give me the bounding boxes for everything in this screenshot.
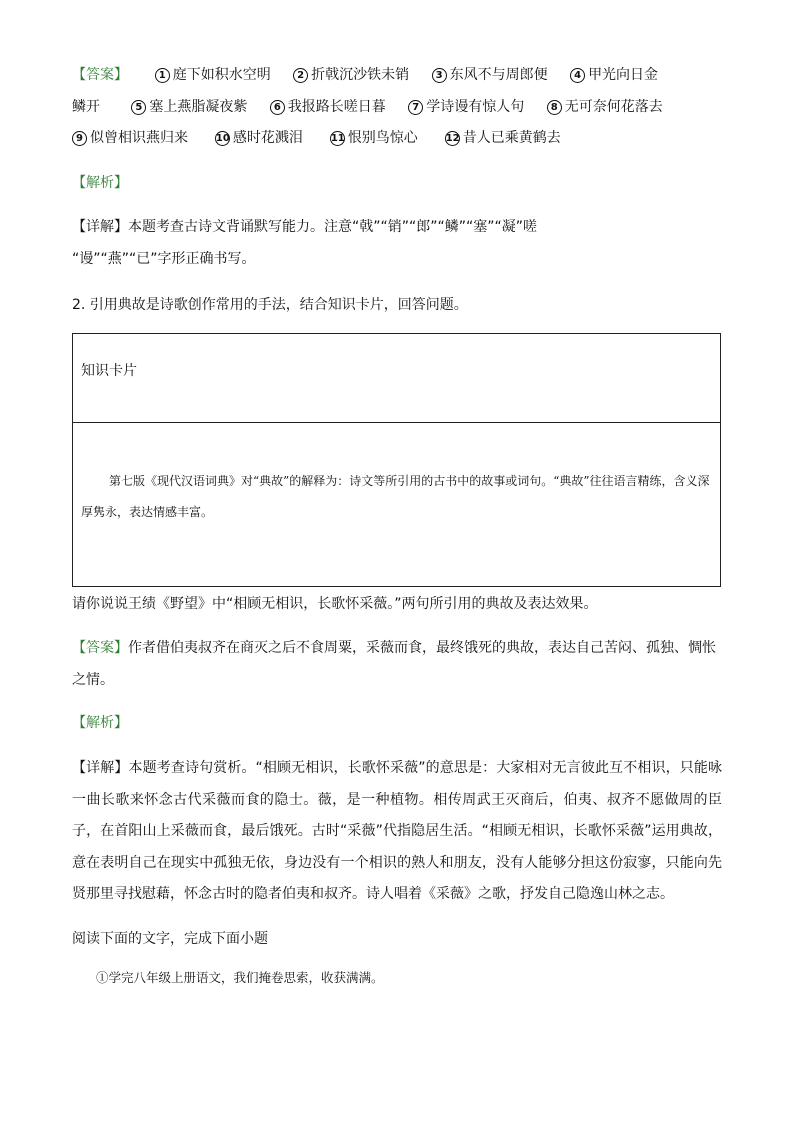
detail-line: “谩”“燕”“已”字形正确书写。 [72,250,256,267]
circled-number: 12 [445,133,460,144]
circled-number: 11 [330,133,345,144]
reading-line1: ①学完八年级上册语文，我们掩卷思索，收获满满。 [96,970,384,985]
circled-number: 4 [570,68,585,83]
analysis2-detail [72,753,722,911]
answer-tag: 【答案】 [72,67,128,83]
answer-text: 学诗谩有惊人句 [426,98,525,115]
detail-tag: 【详解】 [72,219,128,235]
answer-text: 甲光向日金 [588,67,659,83]
answer-item [330,130,418,146]
detail-text: 本题考查古诗文背诵默写能力。注意“戟”“销”“郎”“鳞”“塞”“凝”嗟 [128,219,538,235]
circled-number: 3 [432,68,447,83]
detail-text: 本题考查诗句赏析。“相顾无相识，长歌怀采薇”的意思是：大家相对无言彼此互不相识，只能咏一曲长歌来怀念古代采薇而食的隐士。薇，是一种植物。相传周武王灭商后，伯夷、叔齐不愿做周的臣子，在首阳山上采薇而食，最后饿死。古时“采薇”代指隐居生活。“相顾无相识，长歌怀采薇”运用典故，意在表明自己在现实中孤独无依，身边没有一个相识的熟人和朋友，没有人能够分担这份寂寥，只能向先贤那里寻找慰藉，怀念古时的隐者伯夷和叔齐。诗人唱着《采薇》之歌，抒发自己隐逸山林之志。 [72,760,722,902]
card-text: 第七版《现代汉语词典》对“典故”的解释为：诗文等所引用的古书中的故事或词句。“典故”往往语言精练，含义深厚隽永，表达情感丰富。 [81,474,710,519]
answer-text: 东风不与周郎便 [449,67,548,83]
answer1-row1 [72,60,722,92]
analysis-tag: 【解析】 [72,715,128,731]
answer-item [131,99,247,115]
circled-number: 2 [293,68,308,83]
answer-text: 鳞开 [72,98,100,115]
answer-text: 无可奈何花落去 [564,98,663,115]
answer-text: 感时花溅泪 [232,130,303,146]
answer-text: 折戟沉沙铁未销 [311,67,410,83]
answer-item [570,67,658,83]
circled-number: 5 [131,100,146,115]
circled-number: 10 [215,133,230,144]
analysis-tag: 【解析】 [72,175,128,191]
analysis1-detail [72,212,722,275]
answer-text: 似曾相识燕归来 [90,130,188,146]
circled-number: 7 [408,100,423,115]
answer-item [547,99,663,115]
detail-tag: 【详解】 [72,760,129,776]
answer-item [408,99,524,115]
answer-item [445,130,561,146]
answer-text: 塞上燕脂凝夜紫 [149,98,248,115]
card-title: 知识卡片 [73,334,720,423]
answer1-block [72,60,722,155]
answer-item [432,67,548,83]
question2-ask: 请你说说王绩《野望》中“相顾无相识，长歌怀采薇。”两句所引用的典故及表达效果。 [72,596,598,612]
circled-number: 9 [72,131,87,146]
answer-text: 作者借伯夷叔齐在商灭之后不食周粟，采薇而食，最终饿死的典故，表达自己苦闷、孤独、惆怅之情。 [72,640,716,688]
circled-number: 8 [547,100,562,115]
answer2-block [72,633,722,696]
answer-item [270,99,386,115]
detail-line [72,212,722,244]
question2-prompt: 2. 引用典故是诗歌创作常用的手法，结合知识卡片，回答问题。 [72,297,468,313]
circled-number: 6 [270,100,285,115]
answer-item [155,67,271,83]
answer-tag: 【答案】 [72,640,128,656]
answer-text: 昔人已乘黄鹤去 [462,130,561,146]
answer-item [215,130,303,146]
knowledge-card [72,333,721,587]
answer-text: 庭下如积水空明 [172,67,271,83]
answer-item [72,130,188,146]
answer1-row2 [72,92,722,124]
reading-prompt: 阅读下面的文字，完成下面小题 [72,931,268,947]
answer1-row3 [72,123,722,155]
answer-text: 恨别鸟惊心 [347,130,418,146]
answer-text: 我报路长嗟日暮 [287,98,386,115]
answer-item [293,67,409,83]
circled-number: 1 [155,68,170,83]
